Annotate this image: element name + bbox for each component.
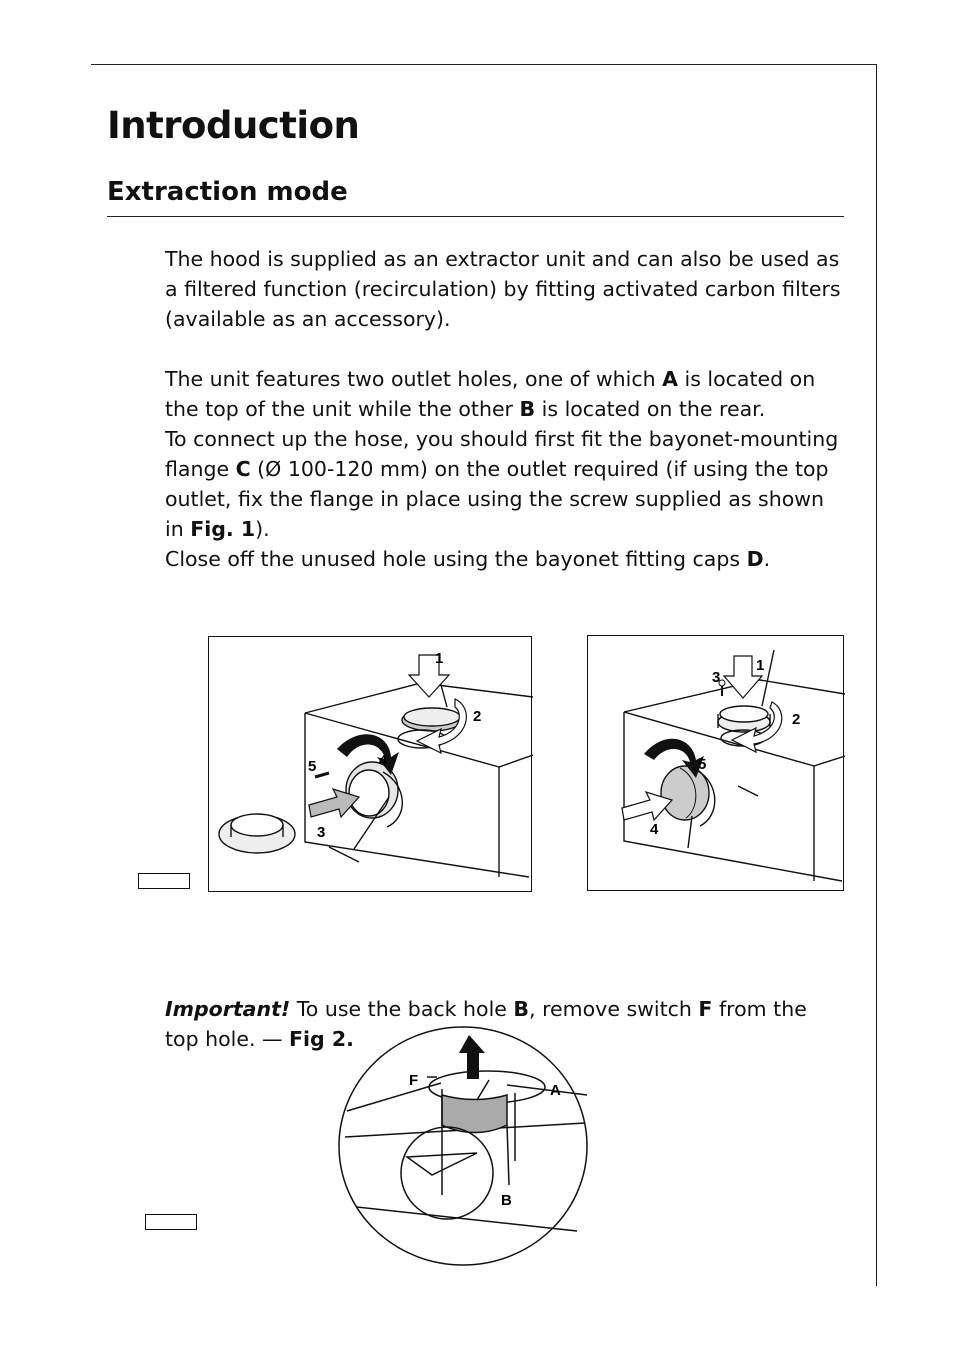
callout-F: F — [409, 1072, 419, 1089]
callout-4: 4 — [379, 752, 388, 769]
intro-paragraph: The hood is supplied as an extractor unit and can also be used as a filtered function (recirculation) by fitting activated carbon filters (available as an accessory). — [165, 247, 841, 331]
callout-B: B — [501, 1192, 512, 1209]
callout-5: 5 — [698, 756, 707, 773]
figure-1-right-panel — [587, 635, 844, 891]
callout-1: 1 — [435, 650, 444, 667]
figure-1-left-panel — [208, 636, 532, 892]
callout-A: A — [550, 1082, 561, 1099]
hood-rear-outlet-drawing — [588, 636, 845, 892]
figure-2-label — [145, 1214, 197, 1230]
callout-3: 3 — [712, 669, 721, 686]
right-rule — [876, 64, 877, 1286]
outlet-paragraph: The unit features two outlet holes, one of which A is located on the top of the unit while the other B is located on the rear. To connect up the hose, you should first fit the bayonet-mounting flange C (Ø 100-120 mm) on the outlet required (if using the top outlet, fix the flange in place using the screw supplied as shown in Fig. 1). Close off the unused hole using the bayonet fitting caps D. — [165, 367, 839, 571]
callout-2: 2 — [792, 711, 801, 728]
callout-4: 4 — [650, 821, 659, 838]
callout-2: 2 — [473, 708, 482, 725]
figure-2-switch-removal-drawing — [337, 1025, 589, 1267]
section-rule — [107, 216, 844, 217]
figure-1-label — [138, 873, 190, 889]
important-note: Important! To use the back hole B, remove switch F from the top hole. — Fig 2. — [165, 997, 807, 1051]
callout-5: 5 — [308, 758, 317, 775]
section-title: Extraction mode — [107, 177, 348, 207]
hood-top-outlet-drawing — [209, 637, 533, 893]
callout-3: 3 — [317, 824, 326, 841]
page-title: Introduction — [107, 104, 360, 147]
callout-1: 1 — [756, 657, 765, 674]
top-rule — [91, 64, 877, 65]
